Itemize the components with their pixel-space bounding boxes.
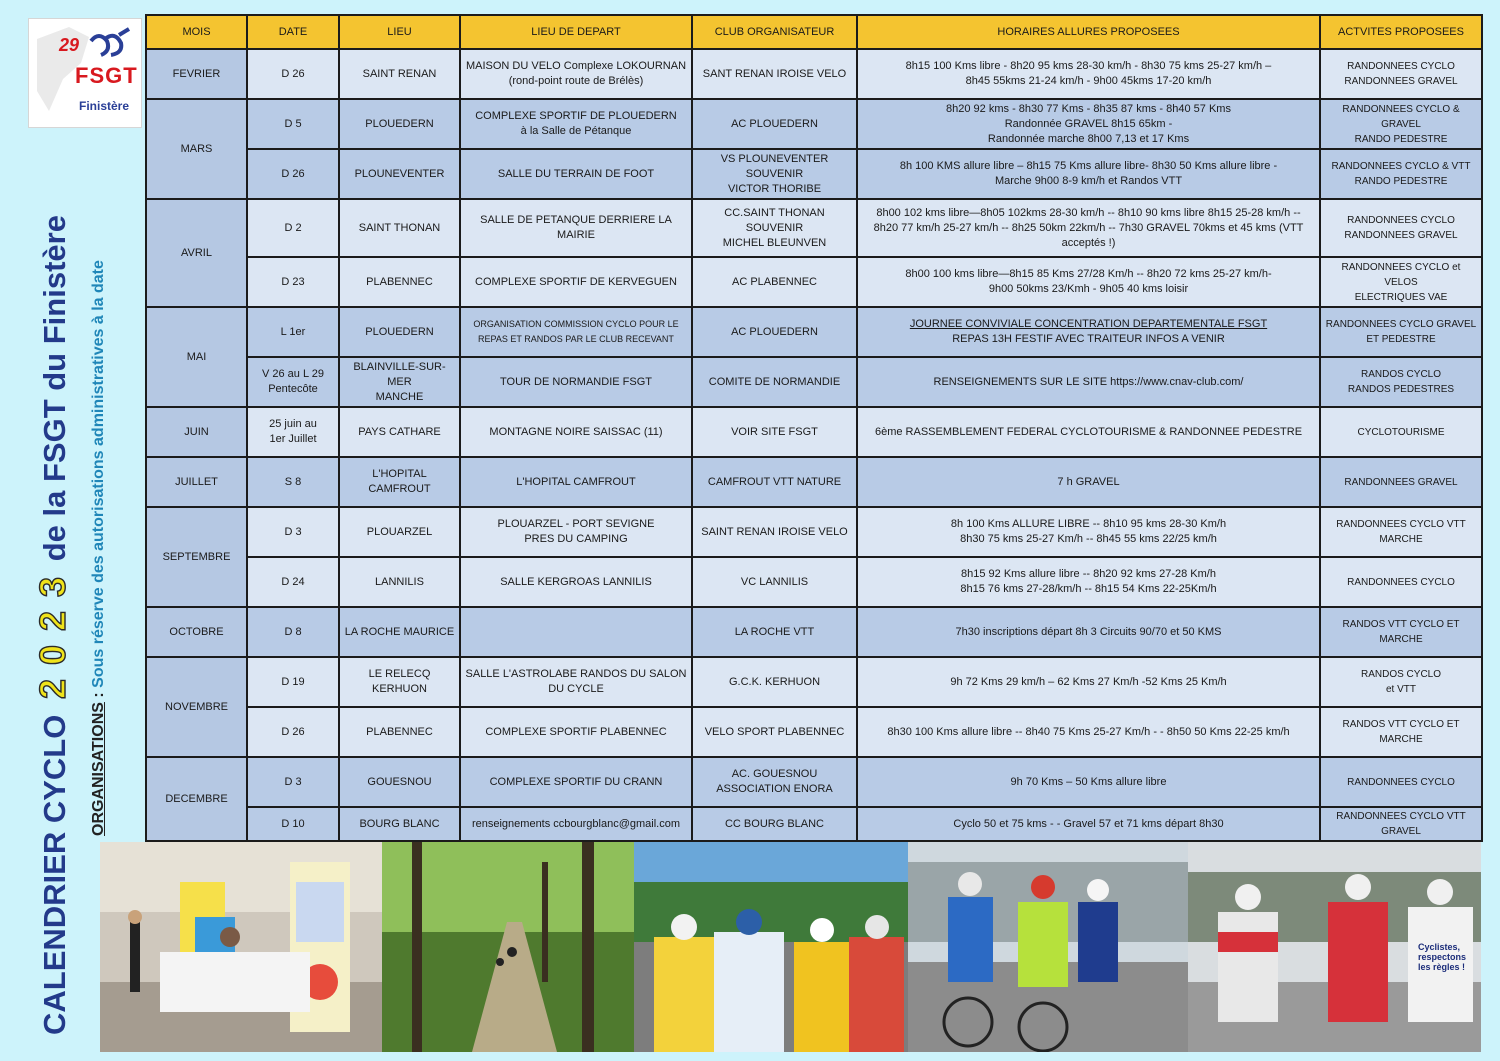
horaires-cell bbox=[857, 557, 1320, 607]
depart-cell bbox=[460, 99, 692, 149]
horaires-line: JOURNEE CONVIVIALE CONCENTRATION DEPARTEMENTALE FSGT bbox=[909, 318, 1268, 330]
year-digit-2: 0 bbox=[32, 644, 73, 665]
date-cell: D 26 bbox=[247, 707, 339, 757]
act-line: RANDOS PEDESTRES bbox=[1347, 384, 1455, 395]
horaires-cell: 9h 70 Kms – 50 Kms allure libre bbox=[857, 757, 1320, 807]
horaires-cell: 7h30 inscriptions départ 8h 3 Circuits 90/70 et 50 KMS bbox=[857, 607, 1320, 657]
table-row bbox=[146, 357, 1482, 407]
act-line: RANDONNEES GRAVEL bbox=[1344, 76, 1458, 87]
date-cell: D 26 bbox=[247, 49, 339, 99]
table-row bbox=[146, 49, 1482, 99]
date-cell: D 26 bbox=[247, 149, 339, 199]
header-mois: MOIS bbox=[146, 15, 247, 49]
month-cell: MAI bbox=[146, 307, 247, 407]
photo-strip bbox=[100, 842, 1481, 1052]
horaires-line: 8h45 55kms 21-24 km/h - 9h00 45kms 17-20 km/h bbox=[965, 75, 1212, 87]
activites-cell: RANDONNEES CYCLO VTT GRAVEL bbox=[1320, 807, 1482, 841]
act-line: RANDONNEES GRAVEL bbox=[1344, 230, 1458, 241]
club-cell: COMITE DE NORMANDIE bbox=[692, 357, 857, 407]
horaires-line: 8h15 100 Kms libre - 8h20 95 kms 28-30 km/h - 8h30 75 kms 25-27 km/h – bbox=[905, 60, 1272, 72]
depart-line: SALLE L'ASTROLABE RANDOS DU SALON bbox=[465, 668, 687, 680]
horaires-cell: RENSEIGNEMENTS SUR LE SITE https://www.cnav-club.com/ bbox=[857, 357, 1320, 407]
act-line: RANDONNEES CYCLO bbox=[1347, 215, 1455, 226]
logo-number: 29 bbox=[59, 35, 80, 55]
depart-cell: SALLE KERGROAS LANNILIS bbox=[460, 557, 692, 607]
horaires-line: 8h15 76 kms 27-28/km/h -- 8h15 54 Kms 22-25Km/h bbox=[960, 583, 1217, 595]
club-cell: VELO SPORT PLABENNEC bbox=[692, 707, 857, 757]
horaires-line: 8h20 92 kms - 8h30 77 Kms - 8h35 87 kms - 8h40 57 Kms bbox=[946, 102, 1231, 115]
lieu-cell: BOURG BLANC bbox=[339, 807, 460, 841]
club-cell: AC PLOUEDERN bbox=[692, 99, 857, 149]
lieu-line: BLAINVILLE-SUR-MER bbox=[353, 360, 446, 388]
depart-line: (rond-point route de Brélès) bbox=[508, 75, 644, 87]
depart-line: REPAS ET RANDOS PAR LE CLUB RECEVANT bbox=[478, 334, 674, 344]
depart-cell bbox=[460, 49, 692, 99]
month-cell: OCTOBRE bbox=[146, 607, 247, 657]
activites-cell: RANDONNEES CYCLO VTT MARCHE bbox=[1320, 507, 1482, 557]
photo-cyclists-group bbox=[634, 842, 908, 1052]
date-cell bbox=[247, 357, 339, 407]
month-cell: AVRIL bbox=[146, 199, 247, 307]
depart-cell bbox=[460, 307, 692, 357]
date-line: V 26 au L 29 bbox=[262, 368, 324, 380]
club-cell: SANT RENAN IROISE VELO bbox=[692, 49, 857, 99]
table-row bbox=[146, 807, 1482, 841]
horaires-cell: 6ème RASSEMBLEMENT FEDERAL CYCLOTOURISME & RANDONNEE PEDESTRE bbox=[857, 407, 1320, 457]
lieu-cell: LE RELECQ KERHUON bbox=[339, 657, 460, 707]
month-cell: JUIN bbox=[146, 407, 247, 457]
depart-cell: COMPLEXE SPORTIF PLABENNEC bbox=[460, 707, 692, 757]
header-club: CLUB ORGANISATEUR bbox=[692, 15, 857, 49]
act-line: RANDONNEES CYCLO & GRAVEL bbox=[1342, 103, 1460, 130]
horaires-cell bbox=[857, 49, 1320, 99]
table-row bbox=[146, 507, 1482, 557]
logo-dept: Finistère bbox=[79, 99, 130, 113]
act-line: RANDOS CYCLO bbox=[1360, 669, 1441, 680]
horaires-cell bbox=[857, 507, 1320, 557]
photo-cyclists-start bbox=[1188, 842, 1481, 1052]
activites-cell bbox=[1320, 99, 1482, 149]
club-line: VS PLOUNEVENTER SOUVENIR bbox=[720, 152, 829, 180]
table-row bbox=[146, 757, 1482, 807]
act-line: RANDO PEDESTRE bbox=[1354, 133, 1448, 145]
horaires-cell: Cyclo 50 et 75 kms - - Gravel 57 et 71 kms départ 8h30 bbox=[857, 807, 1320, 841]
horaires-line: Randonnée GRAVEL 8h15 65km - bbox=[1004, 117, 1173, 130]
club-cell: SAINT RENAN IROISE VELO bbox=[692, 507, 857, 557]
horaires-cell: 7 h GRAVEL bbox=[857, 457, 1320, 507]
horaires-line: 8h15 92 Kms allure libre -- 8h20 92 kms 27-28 Km/h bbox=[961, 568, 1216, 580]
month-cell: SEPTEMBRE bbox=[146, 507, 247, 607]
date-cell: D 3 bbox=[247, 757, 339, 807]
month-cell: DECEMBRE bbox=[146, 757, 247, 841]
lieu-cell: PLOUEDERN bbox=[339, 99, 460, 149]
lieu-line: MANCHE bbox=[375, 390, 424, 403]
table-row bbox=[146, 199, 1482, 257]
depart-cell bbox=[460, 607, 692, 657]
depart-cell: COMPLEXE SPORTIF DE KERVEGUEN bbox=[460, 257, 692, 307]
act-line: ELECTRIQUES VAE bbox=[1354, 291, 1448, 303]
activites-cell bbox=[1320, 657, 1482, 707]
club-cell bbox=[692, 199, 857, 257]
date-cell: D 5 bbox=[247, 99, 339, 149]
act-line: RANDONNEES CYCLO et VELOS bbox=[1341, 261, 1461, 288]
club-cell bbox=[692, 757, 857, 807]
month-cell: JUILLET bbox=[146, 457, 247, 507]
lieu-cell: PLOUNEVENTER bbox=[339, 149, 460, 199]
horaires-cell: 8h30 100 Kms allure libre -- 8h40 75 Kms 25-27 Km/h - - 8h50 50 Kms 22-25 km/h bbox=[857, 707, 1320, 757]
club-cell: LA ROCHE VTT bbox=[692, 607, 857, 657]
header-lieu: LIEU bbox=[339, 15, 460, 49]
club-cell: AC PLOUEDERN bbox=[692, 307, 857, 357]
table-row bbox=[146, 257, 1482, 307]
sign-text: Cyclistes, respectons les règles ! bbox=[1418, 942, 1467, 972]
header-horaires: HORAIRES ALLURES PROPOSEES bbox=[857, 15, 1320, 49]
club-cell: CAMFROUT VTT NATURE bbox=[692, 457, 857, 507]
club-line: CC.SAINT THONAN SOUVENIR bbox=[724, 206, 825, 234]
lieu-cell: PLABENNEC bbox=[339, 707, 460, 757]
table-header-row bbox=[146, 15, 1482, 49]
club-cell bbox=[692, 149, 857, 199]
act-line: RANDONNEES CYCLO bbox=[1347, 61, 1455, 72]
horaires-cell bbox=[857, 199, 1320, 257]
club-line: ASSOCIATION ENORA bbox=[716, 783, 833, 795]
horaires-line: acceptés !) bbox=[1061, 236, 1116, 249]
month-cell: FEVRIER bbox=[146, 49, 247, 99]
club-cell: AC PLABENNEC bbox=[692, 257, 857, 307]
depart-line: PRES DU CAMPING bbox=[524, 533, 628, 545]
lieu-cell: GOUESNOU bbox=[339, 757, 460, 807]
horaires-cell: 9h 72 Kms 29 km/h – 62 Kms 27 Km/h -52 Kms 25 Km/h bbox=[857, 657, 1320, 707]
year-digit-3: 2 bbox=[32, 610, 73, 631]
horaires-line: 9h00 50kms 23/Kmh - 9h05 40 kms loisir bbox=[988, 283, 1189, 295]
title-suffix: de la FSGT du Finistère bbox=[37, 215, 72, 562]
activites-cell: RANDONNEES CYCLO bbox=[1320, 757, 1482, 807]
date-cell: L 1er bbox=[247, 307, 339, 357]
club-line: AC. GOUESNOU bbox=[731, 768, 818, 780]
depart-cell: L'HOPITAL CAMFROUT bbox=[460, 457, 692, 507]
header-lieu-depart: LIEU DE DEPART bbox=[460, 15, 692, 49]
horaires-cell bbox=[857, 307, 1320, 357]
lieu-cell bbox=[339, 357, 460, 407]
depart-line: DU CYCLE bbox=[548, 683, 604, 695]
table-row bbox=[146, 149, 1482, 199]
depart-cell: SALLE DU TERRAIN DE FOOT bbox=[460, 149, 692, 199]
date-line: 1er Juillet bbox=[269, 433, 317, 445]
date-line: Pentecôte bbox=[268, 383, 318, 395]
table-row bbox=[146, 99, 1482, 149]
activites-cell bbox=[1320, 257, 1482, 307]
horaires-line: REPAS 13H FESTIF AVEC TRAITEUR INFOS A VENIR bbox=[952, 333, 1225, 345]
month-cell: NOVEMBRE bbox=[146, 657, 247, 757]
photo-forest bbox=[382, 842, 634, 1052]
date-cell bbox=[247, 407, 339, 457]
depart-cell bbox=[460, 657, 692, 707]
act-line: et VTT bbox=[1385, 684, 1416, 695]
date-cell: D 23 bbox=[247, 257, 339, 307]
club-line: MICHEL BLEUNVEN bbox=[722, 236, 827, 249]
act-line: RANDOS CYCLO bbox=[1360, 369, 1441, 380]
depart-cell: COMPLEXE SPORTIF DU CRANN bbox=[460, 757, 692, 807]
year-digit-4: 3 bbox=[32, 576, 73, 597]
horaires-line: 8h30 75 kms 25-27 Km/h -- 8h45 55 kms 22/25 km/h bbox=[960, 533, 1217, 545]
title-prefix: CALENDRIER CYCLO bbox=[37, 714, 72, 1035]
activites-cell bbox=[1320, 357, 1482, 407]
depart-cell: SALLE DE PETANQUE DERRIERE LA MAIRIE bbox=[460, 199, 692, 257]
activites-cell: CYCLOTOURISME bbox=[1320, 407, 1482, 457]
horaires-line: 8h 100 KMS allure libre – 8h15 75 Kms allure libre- 8h30 50 Kms allure libre - bbox=[899, 160, 1278, 172]
depart-cell: TOUR DE NORMANDIE FSGT bbox=[460, 357, 692, 407]
activites-cell bbox=[1320, 307, 1482, 357]
activites-cell: RANDONNEES CYCLO bbox=[1320, 557, 1482, 607]
photo-stand bbox=[100, 842, 382, 1052]
horaires-line: 8h 100 Kms ALLURE LIBRE -- 8h10 95 kms 28-30 Km/h bbox=[950, 518, 1227, 530]
date-cell: D 3 bbox=[247, 507, 339, 557]
page-subtitle bbox=[86, 176, 112, 836]
activites-cell: RANDOS VTT CYCLO ET MARCHE bbox=[1320, 707, 1482, 757]
depart-line: PLOUARZEL - PORT SEVIGNE bbox=[497, 518, 655, 530]
horaires-cell bbox=[857, 257, 1320, 307]
activites-cell: RANDOS VTT CYCLO ET MARCHE bbox=[1320, 607, 1482, 657]
calendar-table bbox=[145, 14, 1483, 842]
act-line: RANDONNEES CYCLO GRAVEL bbox=[1325, 319, 1477, 330]
subtitle-text: Sous réserve des autorisations administratives à la date bbox=[90, 260, 107, 688]
date-cell: D 2 bbox=[247, 199, 339, 257]
date-line: 25 juin au bbox=[269, 418, 317, 430]
table-row bbox=[146, 407, 1482, 457]
fsgt-logo bbox=[28, 18, 142, 128]
lieu-cell: PLABENNEC bbox=[339, 257, 460, 307]
lieu-cell: SAINT THONAN bbox=[339, 199, 460, 257]
activites-cell bbox=[1320, 199, 1482, 257]
depart-cell: MONTAGNE NOIRE SAISSAC (11) bbox=[460, 407, 692, 457]
lieu-cell: LA ROCHE MAURICE bbox=[339, 607, 460, 657]
club-line: VICTOR THORIBE bbox=[727, 182, 822, 195]
table-row bbox=[146, 607, 1482, 657]
subtitle-keyword: ORGANISATIONS bbox=[90, 702, 107, 836]
horaires-cell bbox=[857, 99, 1320, 149]
lieu-cell: PAYS CATHARE bbox=[339, 407, 460, 457]
horaires-cell bbox=[857, 149, 1320, 199]
date-cell: S 8 bbox=[247, 457, 339, 507]
act-line: ET PEDESTRE bbox=[1366, 334, 1436, 345]
club-cell: VOIR SITE FSGT bbox=[692, 407, 857, 457]
depart-line: MAISON DU VELO Complexe LOKOURNAN bbox=[465, 60, 687, 72]
activites-cell bbox=[1320, 49, 1482, 99]
depart-cell bbox=[460, 507, 692, 557]
logo-org: FSGT bbox=[75, 63, 138, 88]
depart-cell: renseignements ccbourgblanc@gmail.com bbox=[460, 807, 692, 841]
date-cell: D 24 bbox=[247, 557, 339, 607]
header-activites: ACTVITES PROPOSEES bbox=[1320, 15, 1482, 49]
table-row bbox=[146, 307, 1482, 357]
header-date: DATE bbox=[247, 15, 339, 49]
depart-line: à la Salle de Pétanque bbox=[520, 125, 632, 137]
lieu-cell: PLOUEDERN bbox=[339, 307, 460, 357]
photo-cyclists-road bbox=[908, 842, 1188, 1052]
lieu-cell: PLOUARZEL bbox=[339, 507, 460, 557]
horaires-line: Randonnée marche 8h00 7,13 et 17 Kms bbox=[987, 132, 1190, 145]
club-cell: CC BOURG BLANC bbox=[692, 807, 857, 841]
act-line: RANDONNEES CYCLO & VTT bbox=[1331, 161, 1471, 172]
table-row bbox=[146, 707, 1482, 757]
month-cell: MARS bbox=[146, 99, 247, 199]
table-row bbox=[146, 657, 1482, 707]
lieu-cell: LANNILIS bbox=[339, 557, 460, 607]
lieu-cell: L'HOPITAL CAMFROUT bbox=[339, 457, 460, 507]
depart-line: ORGANISATION COMMISSION CYCLO POUR LE bbox=[473, 319, 679, 329]
lieu-cell: SAINT RENAN bbox=[339, 49, 460, 99]
table-row bbox=[146, 557, 1482, 607]
horaires-line: 8h20 77 km/h 25-27 km/h -- 8h25 50km 22km/h -- 7h30 GRAVEL 70kms et 45 kms (VTT bbox=[873, 221, 1304, 234]
activites-cell bbox=[1320, 149, 1482, 199]
club-cell: VC LANNILIS bbox=[692, 557, 857, 607]
activites-cell: RANDONNEES GRAVEL bbox=[1320, 457, 1482, 507]
horaires-line: 8h00 102 kms libre—8h05 102kms 28-30 km/h -- 8h10 90 kms libre 8h15 25-28 km/h -- bbox=[876, 206, 1301, 219]
horaires-line: 8h00 100 kms libre—8h15 85 Kms 27/28 Km/h -- 8h20 72 kms 25-27 km/h- bbox=[905, 268, 1272, 280]
act-line: RANDO PEDESTRE bbox=[1354, 176, 1448, 187]
date-cell: D 19 bbox=[247, 657, 339, 707]
date-cell: D 10 bbox=[247, 807, 339, 841]
club-cell: G.C.K. KERHUON bbox=[692, 657, 857, 707]
date-cell: D 8 bbox=[247, 607, 339, 657]
subtitle-colon: : bbox=[90, 687, 107, 703]
page-title bbox=[30, 140, 76, 1035]
table-row bbox=[146, 457, 1482, 507]
horaires-line: Marche 9h00 8-9 km/h et Randos VTT bbox=[994, 175, 1183, 187]
depart-line: COMPLEXE SPORTIF DE PLOUEDERN bbox=[475, 110, 677, 122]
year-digit-1: 2 bbox=[32, 679, 73, 700]
